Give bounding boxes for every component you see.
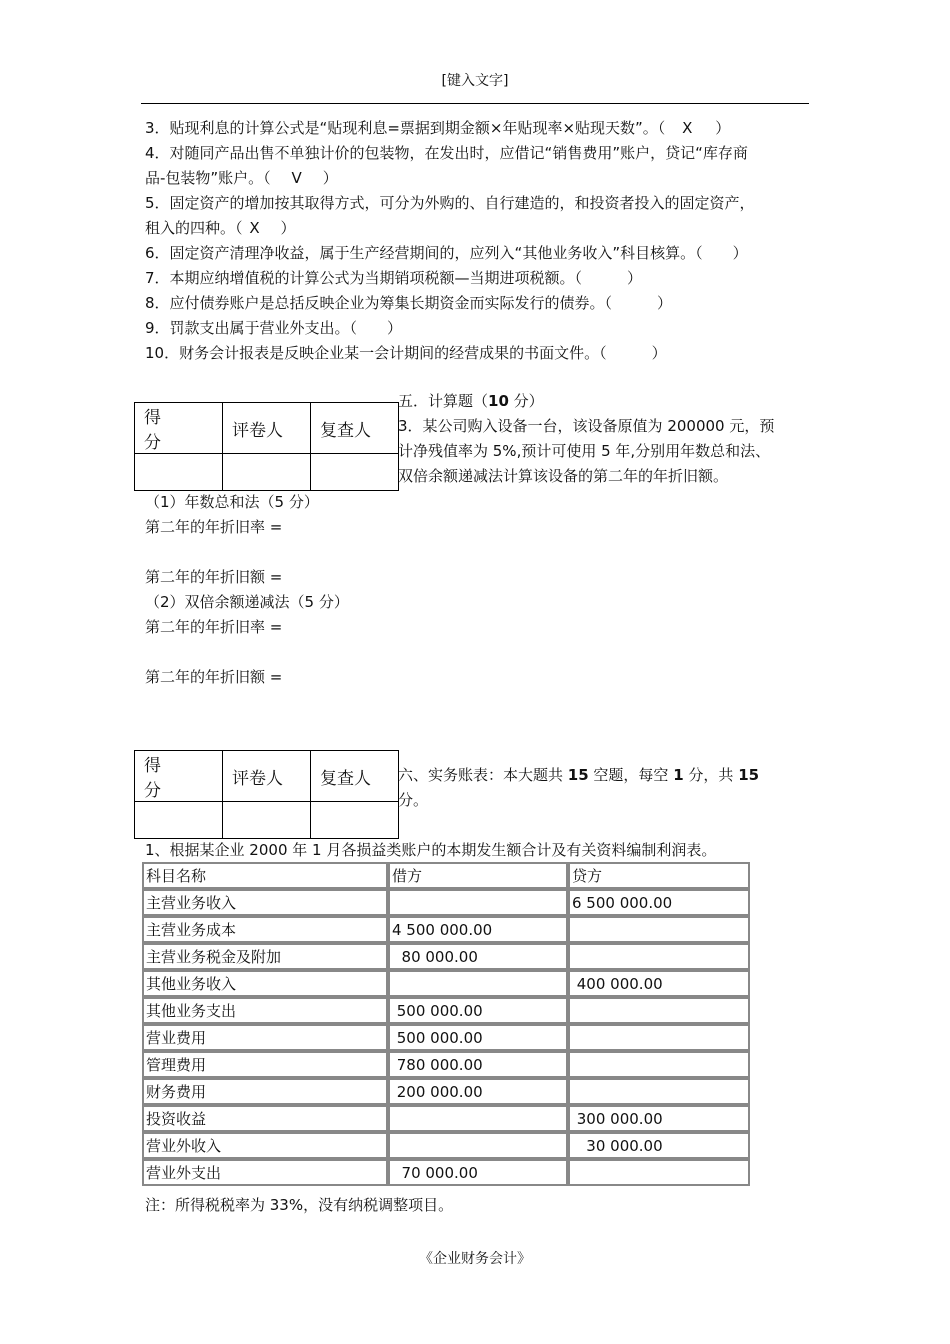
- col-credit: 贷方: [568, 862, 750, 889]
- cell-credit: [568, 1078, 750, 1105]
- col-account: 科目名称: [142, 862, 388, 889]
- method-1-rate: 第二年的年折旧率 =: [145, 518, 283, 536]
- calc-question-line-1: 3．某公司购入设备一台，该设备原值为 200000 元，预: [398, 417, 775, 435]
- cell-debit: 80 000.00: [388, 943, 568, 970]
- practice-title-cont: 分。: [398, 791, 429, 809]
- cell-account: 财务费用: [142, 1078, 388, 1105]
- answer-mark: X: [249, 219, 260, 237]
- col-debit: 借方: [388, 862, 568, 889]
- answer-mark: V: [291, 169, 302, 187]
- cell-credit: [568, 1051, 750, 1078]
- practice-title: 六、实务账表：本大题共 15 空题，每空 1 分，共 15: [398, 766, 760, 784]
- answer-mark: X: [682, 119, 693, 137]
- grader-label: 评卷人: [223, 403, 311, 454]
- question-text: 品-包装物”账户。（: [145, 169, 271, 187]
- cell-debit: [388, 1132, 568, 1159]
- question-4-line-2: [145, 166, 810, 191]
- paren-close: ）: [322, 169, 338, 187]
- tax-note: 注：所得税税率为 33%，没有纳税调整项目。: [145, 1196, 454, 1214]
- table-row: [142, 970, 750, 997]
- grader-cell[interactable]: [223, 802, 311, 839]
- table-header-row: [142, 862, 750, 889]
- question-9: 9．罚款支出属于营业外支出。（ ）: [145, 319, 403, 337]
- cell-account: 营业费用: [142, 1024, 388, 1051]
- cell-credit: 30 000.00: [568, 1132, 750, 1159]
- table-row: [142, 1132, 750, 1159]
- question-4-line-1: 4．对随同产品出售不单独计价的包装物，在发出时，应借记“销售费用”账户，贷记“库存商: [145, 144, 748, 162]
- cell-credit: [568, 1024, 750, 1051]
- grader-cell[interactable]: [223, 454, 311, 491]
- calc-title: 五．计算题（10 分）: [398, 392, 544, 410]
- score-cell[interactable]: [135, 802, 223, 839]
- paren-close: ）: [280, 219, 296, 237]
- question-8: 8．应付债券账户是总括反映企业为筹集长期资金而实际发行的债券。（ ）: [145, 294, 673, 312]
- cell-account: 营业外支出: [142, 1159, 388, 1186]
- cell-credit: [568, 997, 750, 1024]
- cell-credit: 300 000.00: [568, 1105, 750, 1132]
- score-box-practice: [134, 750, 399, 839]
- score-label: 得 分: [135, 403, 223, 454]
- cell-credit: 6 500 000.00: [568, 889, 750, 916]
- table-row: [142, 997, 750, 1024]
- table-row: [142, 1105, 750, 1132]
- reviewer-label: 复查人: [311, 403, 399, 454]
- income-accounts-table: [142, 862, 750, 1186]
- method-2-rate: 第二年的年折旧率 =: [145, 618, 283, 636]
- score-box-calc: [134, 402, 399, 491]
- cell-debit: [388, 970, 568, 997]
- cell-account: 主营业务税金及附加: [142, 943, 388, 970]
- cell-debit: 780 000.00: [388, 1051, 568, 1078]
- question-text: 租入的四种。（: [145, 219, 243, 237]
- calc-question-line-3: 双倍余额递减法计算该设备的第二年的年折旧额。: [398, 467, 729, 485]
- cell-credit: [568, 916, 750, 943]
- cell-debit: 4 500 000.00: [388, 916, 568, 943]
- cell-account: 其他业务支出: [142, 997, 388, 1024]
- score-cell[interactable]: [135, 454, 223, 491]
- practice-intro: 1、根据某企业 2000 年 1 月各损益类账户的本期发生额合计及有关资料编制利润表。: [145, 841, 717, 859]
- question-5-line-2: [145, 216, 810, 241]
- reviewer-label: 复查人: [311, 751, 399, 802]
- cell-account: 主营业务成本: [142, 916, 388, 943]
- calc-question-line-2: 计净残值率为 5%,预计可使用 5 年,分别用年数总和法、: [398, 442, 771, 460]
- cell-account: 其他业务收入: [142, 970, 388, 997]
- cell-debit: 70 000.00: [388, 1159, 568, 1186]
- cell-debit: [388, 1105, 568, 1132]
- header-rule: [141, 103, 809, 104]
- question-text: 3．贴现利息的计算公式是“贴现利息=票据到期金额×年贴现率×贴现天数”。（: [145, 119, 666, 137]
- question-10: 10．财务会计报表是反映企业某一会计期间的经营成果的书面文件。（ ）: [145, 344, 667, 362]
- method-1-title: （1）年数总和法（5 分）: [145, 493, 319, 511]
- page-footer: 《企业财务会计》: [419, 1251, 531, 1267]
- table-row: [142, 943, 750, 970]
- question-3: [145, 116, 810, 141]
- question-5-line-1: 5．固定资产的增加按其取得方式，可分为外购的、自行建造的，和投资者投入的固定资产，: [145, 194, 755, 212]
- cell-credit: [568, 943, 750, 970]
- cell-account: 营业外收入: [142, 1132, 388, 1159]
- cell-account: 投资收益: [142, 1105, 388, 1132]
- method-1-amount: 第二年的年折旧额 =: [145, 568, 283, 586]
- paren-close: ）: [715, 119, 731, 137]
- question-7: 7．本期应纳增值税的计算公式为当期销项税额—当期进项税额。（ ）: [145, 269, 643, 287]
- table-row: [142, 889, 750, 916]
- table-row: [142, 1078, 750, 1105]
- cell-debit: 500 000.00: [388, 997, 568, 1024]
- cell-credit: [568, 1159, 750, 1186]
- cell-debit: 500 000.00: [388, 1024, 568, 1051]
- cell-debit: 200 000.00: [388, 1078, 568, 1105]
- table-row: [142, 1024, 750, 1051]
- cell-debit: [388, 889, 568, 916]
- table-row: [142, 1159, 750, 1186]
- table-row: [142, 1051, 750, 1078]
- question-6: 6．固定资产清理净收益，属于生产经营期间的，应列入“其他业务收入”科目核算。（ ）: [145, 244, 748, 262]
- reviewer-cell[interactable]: [311, 802, 399, 839]
- score-label: 得 分: [135, 751, 223, 802]
- cell-account: 管理费用: [142, 1051, 388, 1078]
- table-row: [142, 916, 750, 943]
- method-2-amount: 第二年的年折旧额 =: [145, 668, 283, 686]
- grader-label: 评卷人: [223, 751, 311, 802]
- method-2-title: （2）双倍余额递减法（5 分）: [145, 593, 349, 611]
- page-header: [键入文字]: [441, 73, 509, 89]
- cell-credit: 400 000.00: [568, 970, 750, 997]
- reviewer-cell[interactable]: [311, 454, 399, 491]
- cell-account: 主营业务收入: [142, 889, 388, 916]
